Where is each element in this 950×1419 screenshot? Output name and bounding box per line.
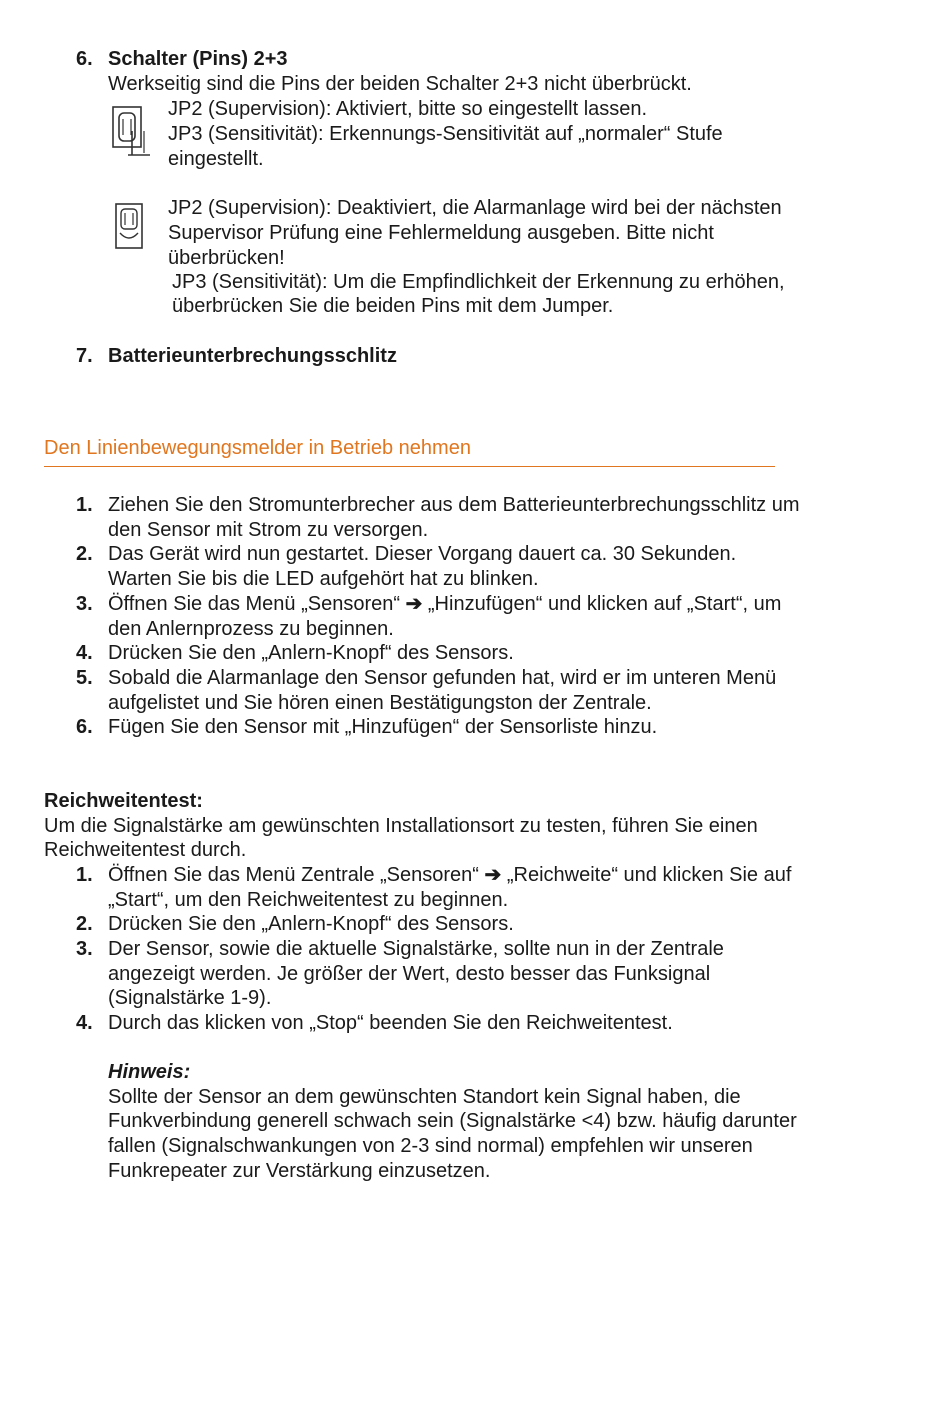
section-7-number: 7. [76,345,93,367]
block2-line-5: überbrücken Sie die beiden Pins mit dem Jumper. [172,295,614,317]
section-6-number: 6. [76,48,93,70]
setup-step-3-line-1 [108,592,781,617]
block2-line-1: JP2 (Supervision): Deaktiviert, die Alarmanlage wird bei der nächsten [168,197,782,219]
section-6-title: Schalter (Pins) 2+3 [108,48,288,70]
range-step-4-number: 4. [76,1012,93,1034]
range-step-1-text-b: „Reichweite“ und klicken Sie auf [501,864,792,886]
section-6-intro: Werkseitig sind die Pins der beiden Schalter 2+3 nicht überbrückt. [108,73,692,95]
range-step-2-line-1: Drücken Sie den „Anlern-Knopf“ des Sensors. [108,913,514,935]
setup-step-6-number: 6. [76,716,93,738]
block2-line-3: überbrücken! [168,247,285,269]
range-step-1-text-a: Öffnen Sie das Menü Zentrale „Sensoren“ [108,864,485,886]
range-step-3-line-2: angezeigt werden. Je größer der Wert, desto besser das Funksignal [108,963,711,985]
range-step-1-line-2: „Start“, um den Reichweitentest zu beginnen. [108,889,509,911]
range-step-4-line-1: Durch das klicken von „Stop“ beenden Sie den Reichweitentest. [108,1012,673,1034]
block2-line-2: Supervisor Prüfung eine Fehlermeldung ausgeben. Bitte nicht [168,222,714,244]
setup-step-3-number: 3. [76,593,93,615]
note-line-2: Funkverbindung generell schwach sein (Signalstärke <4) bzw. häufig darunter [108,1110,797,1132]
setup-step-1-line-2: den Sensor mit Strom zu versorgen. [108,519,429,541]
setup-step-2-line-1: Das Gerät wird nun gestartet. Dieser Vorgang dauert ca. 30 Sekunden. [108,543,737,565]
setup-step-2-line-2: Warten Sie bis die LED aufgehört hat zu blinken. [108,568,539,590]
note-line-3: fallen (Signalschwankungen von 2-3 sind normal) empfehlen wir unseren [108,1135,753,1157]
jumper-open-icon [113,201,147,253]
range-step-2-number: 2. [76,913,93,935]
setup-step-4-line-1: Drücken Sie den „Anlern-Knopf“ des Sensors. [108,642,514,664]
setup-step-1-line-1: Ziehen Sie den Stromunterbrecher aus dem Batterieunterbrechungsschlitz um [108,494,800,516]
jumper-closed-icon [110,103,152,159]
setup-step-5-number: 5. [76,667,93,689]
range-intro-line-1: Um die Signalstärke am gewünschten Installationsort zu testen, führen Sie einen [44,815,758,837]
setup-step-3-text-a: Öffnen Sie das Menü „Sensoren“ [108,593,406,615]
setup-step-6-line-1: Fügen Sie den Sensor mit „Hinzufügen“ der Sensorliste hinzu. [108,716,658,738]
range-heading: Reichweitentest: [44,790,203,812]
range-step-3-line-3: (Signalstärke 1-9). [108,987,272,1009]
block1-line-1: JP2 (Supervision): Aktiviert, bitte so eingestellt lassen. [168,98,648,120]
block1-line-2: JP3 (Sensitivität): Erkennungs-Sensitivität auf „normaler“ Stufe [168,123,723,145]
range-intro-line-2: Reichweitentest durch. [44,839,247,861]
arrow-right-icon: ➔ [405,593,423,615]
setup-step-1-number: 1. [76,494,93,516]
range-step-1-number: 1. [76,864,93,886]
setup-step-5-line-2: aufgelistet und Sie hören einen Bestätigungston der Zentrale. [108,692,652,714]
section-7-title: Batterieunterbrechungsschlitz [108,345,397,367]
note-line-1: Sollte der Sensor an dem gewünschten Standort kein Signal haben, die [108,1086,741,1108]
block2-line-4: JP3 (Sensitivität): Um die Empfindlichkeit der Erkennung zu erhöhen, [172,271,785,293]
setup-step-4-number: 4. [76,642,93,664]
setup-step-3-line-2: den Anlernprozess zu beginnen. [108,618,394,640]
heading-divider [44,466,775,467]
setup-step-2-number: 2. [76,543,93,565]
note-line-4: Funkrepeater zur Verstärkung einzusetzen. [108,1160,491,1182]
range-step-1-line-1 [108,863,791,888]
setup-step-5-line-1: Sobald die Alarmanlage den Sensor gefunden hat, wird er im unteren Menü [108,667,777,689]
range-step-3-number: 3. [76,938,93,960]
note-title: Hinweis: [108,1061,191,1083]
setup-step-3-text-b: „Hinzufügen“ und klicken auf „Start“, um [422,593,782,615]
block1-line-3: eingestellt. [168,148,264,170]
setup-heading: Den Linienbewegungsmelder in Betrieb nehmen [44,437,471,459]
arrow-right-icon: ➔ [484,864,502,886]
range-step-3-line-1: Der Sensor, sowie die aktuelle Signalstärke, sollte nun in der Zentrale [108,938,724,960]
